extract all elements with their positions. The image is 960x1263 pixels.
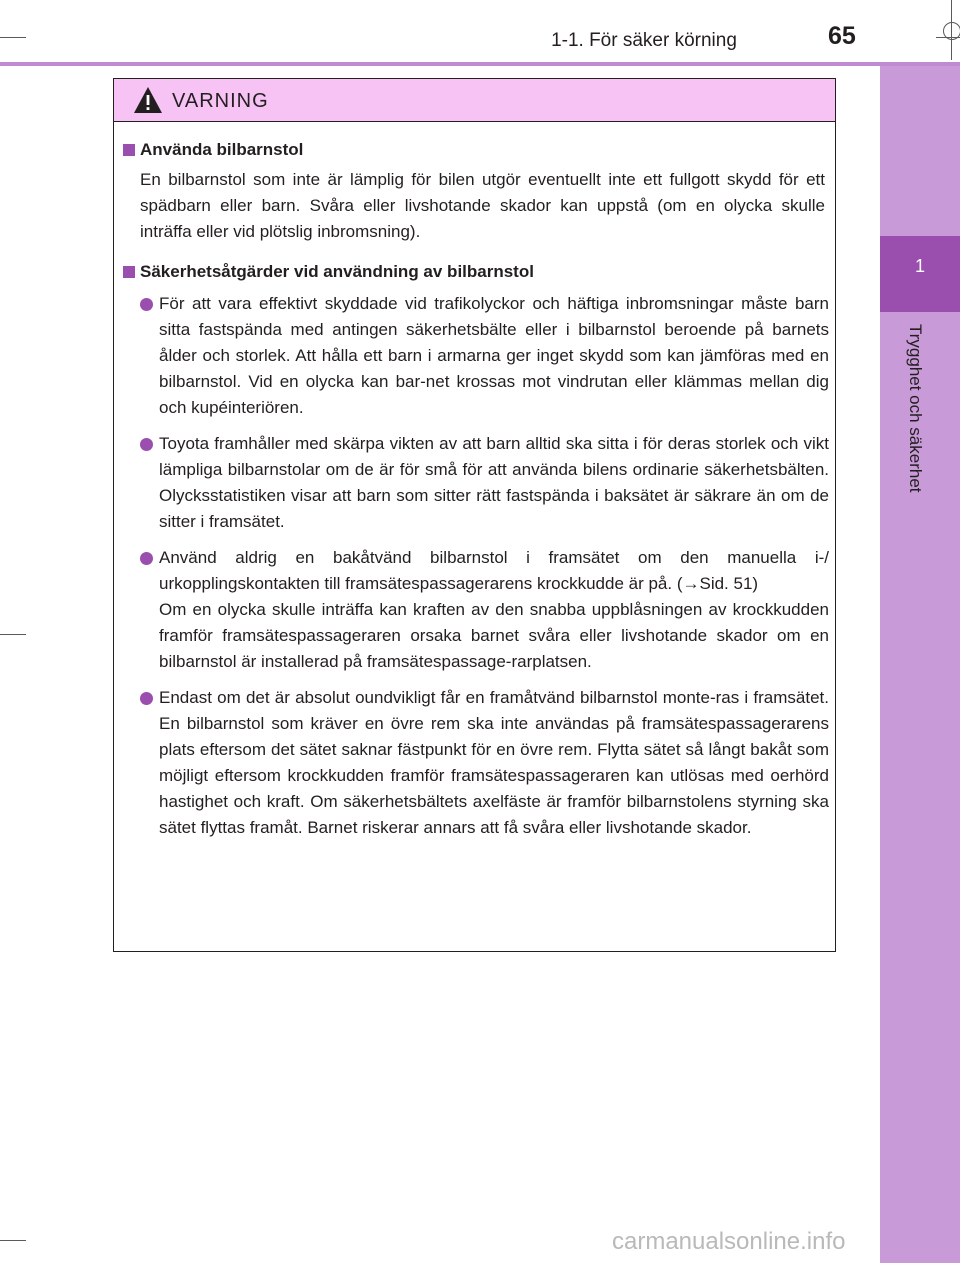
paragraph: En bilbarnstol som inte är lämplig för bilen utgör eventuellt inte ett fullgott skydd för ett spädbarn eller barn. Svåra eller livshotande skador kan uppstå (om en olycka skulle inträffa eller vid plötslig inbromsning).: [140, 170, 825, 241]
bullet-text: Toyota framhåller med skärpa vikten av att barn alltid ska sitta i för deras storlek och vikt lämpliga bilbarnstolar om de är för små för att använda bilens ordinarie säkerhetsbälten. Olycksstatistiken visar att barn som sitter rätt fastspända i baksätet är säkrare än om de sitter i framsätet.: [159, 434, 829, 531]
section-title: 1-1. För säker körning: [551, 30, 737, 51]
section-heading-text: Använda bilbarnstol: [140, 140, 304, 159]
round-bullet-icon: [140, 438, 153, 451]
bullet-text: Endast om det är absolut oundvikligt får en framåtvänd bilbarnstol monte-ras i framsätet. En bilbarnstol som kräver en övre rem ska inte användas på framsätespassagerarens plats eftersom det sätet saknar fästpunkt för en övre rem. Flytta sätet så långt bakåt som möjligt eftersom krockkudden framför framsätespassageraren kan utlösas med oerhörd hastighet och kraft. Om säkerhetsbältets axelfäste är framför bilbarnstolens styrning ska sätet flyttas framåt. Barnet riskerar annars att få svåra eller livshotande skador.: [159, 688, 829, 837]
warning-title: VARNING: [172, 90, 269, 112]
chapter-number: 1: [914, 256, 925, 276]
header-divider: [0, 62, 960, 66]
chapter-label: Trygghet och säkerhet: [906, 324, 925, 493]
bullet-item: [114, 431, 829, 535]
square-bullet-icon: [123, 266, 135, 278]
registration-mark-icon: [943, 22, 960, 40]
section-heading: [114, 137, 835, 163]
bullet-text: För att vara effektivt skyddade vid trafikolyckor och häftiga inbromsningar måste barn sitta fastspända med antingen säkerhetsbälte eller i bilbarnstol beroende på barnets ålder och storlek. Att hålla ett barn i armarna ger inget skydd som kan jämföras med en bilbarnstol. Vid en olycka kan bar-net krossas mot vindrutan eller klämmas mellan dig och kupéinteriören.: [159, 294, 829, 417]
watermark: carmanualsonline.info: [612, 1228, 846, 1255]
page-number: 65: [828, 22, 856, 50]
bullet-item: [114, 545, 829, 675]
crop-mark: [0, 1240, 26, 1241]
bullet-item: [114, 685, 829, 841]
section-heading-text: Säkerhetsåtgärder vid användning av bilbarnstol: [140, 262, 534, 281]
square-bullet-icon: [123, 144, 135, 156]
warning-content: [114, 137, 835, 841]
bullet-text: Om en olycka skulle inträffa kan kraften av den snabba uppblåsningen av krockkudden framför framsätespassageraren orsaka barnet svåra eller livshotande skador om en bilbarnstol är installerad på framsätespassage-rarplatsen.: [159, 600, 829, 671]
warning-header: [114, 79, 835, 122]
crop-mark: [0, 634, 26, 635]
warning-triangle-icon: [132, 85, 164, 115]
round-bullet-icon: [140, 552, 153, 565]
section-heading: [114, 259, 835, 285]
warning-box: [113, 78, 836, 952]
crop-mark: [0, 37, 26, 38]
round-bullet-icon: [140, 298, 153, 311]
round-bullet-icon: [140, 692, 153, 705]
bullet-text: Använd aldrig en bakåtvänd bilbarnstol i framsätet om den manuella i-/ urkopplingskontakten till framsätespassagerarens krockkudde är på. (→Sid. 51): [159, 548, 829, 593]
bullet-item: [114, 291, 829, 421]
